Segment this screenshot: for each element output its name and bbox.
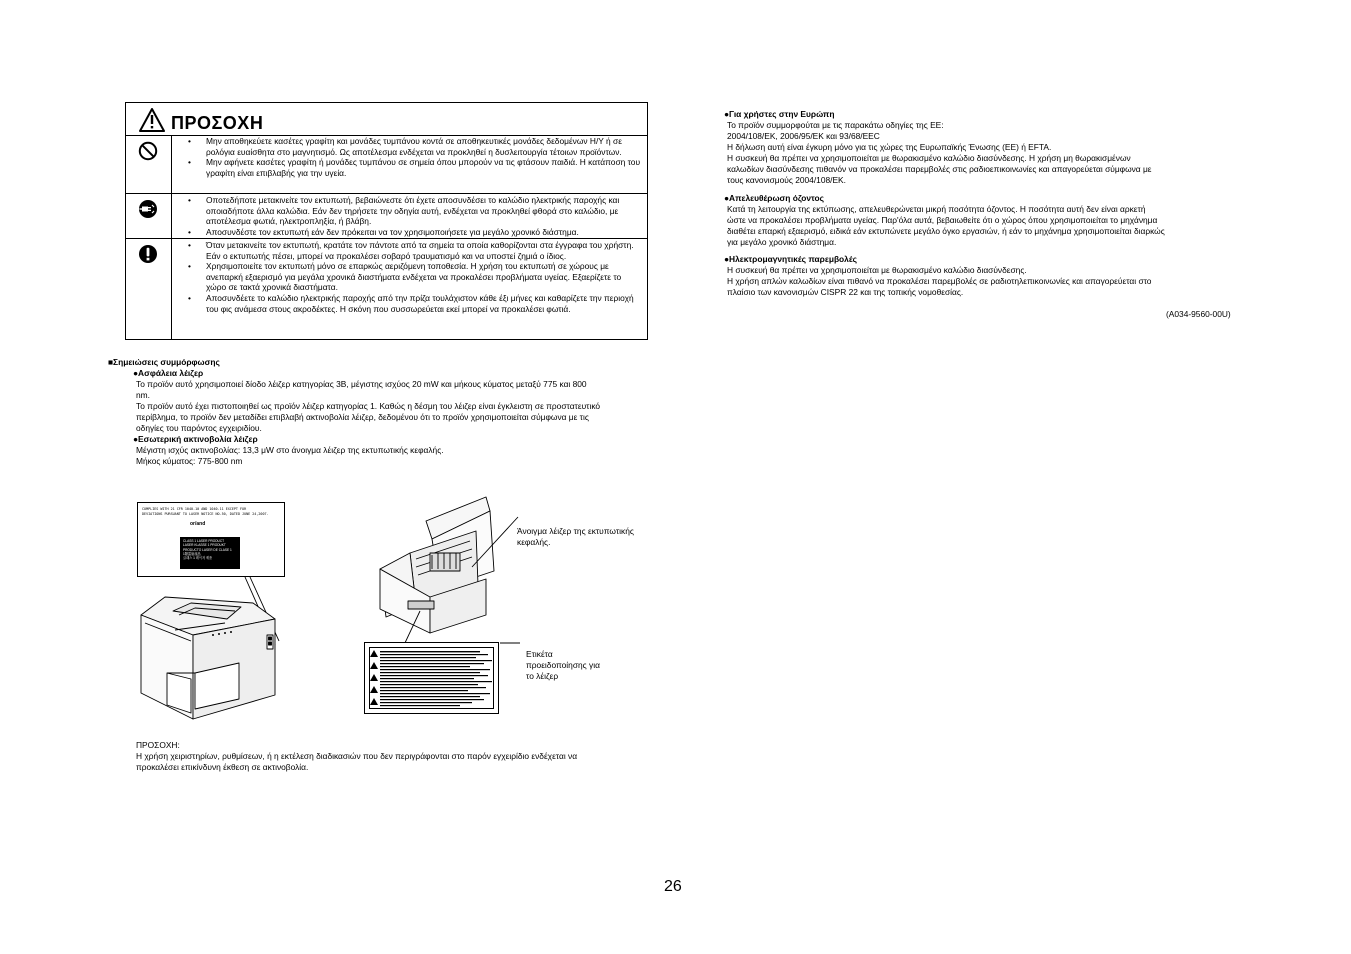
laser-safety-text: Το προϊόν αυτό έχει πιστοποιηθεί ως προϊόν λέιζερ κατηγορίας 1. Καθώς η δέσμη του λέιζερ είναι έγκλειστη σε προστατευτικό (136, 401, 601, 411)
page-number: 26 (664, 878, 682, 895)
exclamation-icon (138, 244, 158, 264)
laser-safety-text: Το προϊόν αυτό χρησιμοποιεί δίοδο λέιζερ κατηγορίας 3B, μέγιστης ισχύος 20 mW και μήκους κύματος μεταξύ 775 και 800 (136, 379, 587, 389)
laser-warning-label (364, 642, 499, 714)
europe-heading: ●Για χρήστες στην Ευρώπη (724, 109, 835, 119)
label-or-and: or/and (190, 521, 206, 527)
label-compliance-text: DEVIATIONS PURSUANT TO LASER NOTICE NO.50, DATED JUNE 24,2007. (142, 511, 269, 516)
emi-text: πλαίσιο των κανονισμών CISPR 22 και της τοπικής νομοθεσίας. (727, 287, 964, 297)
printer-closed-illustration (135, 575, 295, 725)
caution-row-mandatory (126, 239, 647, 340)
emi-text: Η συσκευή θα πρέπει να χρησιμοποιείται με θωρακισμένο καλώδιο διασύνδεσης. (727, 265, 1027, 275)
laser-safety-text: περίβλημα, το προϊόν δεν μεταδίδει επιβλαβή ακτινοβολία λέιζερ, δεδομένου ότι το προϊόν χρησιμοποιείται σύμφωνα με τις (136, 412, 589, 422)
warning-label-lines (370, 648, 495, 710)
caution-title: ΠΡΟΣΟΧΗ (171, 113, 264, 133)
bottom-caution-title: ΠΡΟΣΟΧΗ: (136, 740, 180, 750)
label-class-line: 클래스 1 레이저 제품 (183, 556, 213, 561)
caution-row-unplug (126, 194, 647, 239)
caution-item: • Χρησιμοποιείτε τον εκτυπωτή μόνο σε επαρκώς αεριζόμενη τοποθεσία. Η χρήση του εκτυπωτή σε χώρους με ανεπαρκή εξαερισμό για μεγάλα χρονικά διαστήματα ενδέχεται να προκαλέσει προβλήματα υγείας. Εξαερίζετε το χώρο σε τακτά χρονικά διαστήματα. (172, 261, 647, 293)
laser-safety-text: οδηγίες του παρόντος εγχειριδίου. (136, 423, 262, 433)
emi-text: Η χρήση απλών καλωδίων είναι πιθανό να προκαλέσει παρεμβολές σε ραδιοτηλεπικοινωνίες και απαγορεύεται στο (727, 276, 1152, 286)
europe-text: καλωδίων διασύνδεσης πιθανόν να προκαλέσει παρεμβολές στις ραδιοεπικοινωνίες και απαγορεύεται σύμφωνα με (727, 164, 1152, 174)
caution-item: • Όταν μετακινείτε τον εκτυπωτή, κρατάτε τον πάντοτε από τα σημεία τα οποία καθορίζονται στα έγγραφα του χρήστη. Εάν ο εκτυπωτής πέσει, μπορεί να προκαλέσει σοβαρό τραυματισμό και να υποστεί ζημιά ο ίδιος. (172, 240, 647, 261)
bottom-caution-text: Η χρήση χειριστηρίων, ρυθμίσεων, ή η εκτέλεση διαδικασιών που δεν περιγράφονται στο παρόν εγχειρίδιο ενδέχεται να (136, 751, 578, 761)
internal-radiation-text: Μήκος κύματος: 775-800 nm (136, 456, 243, 466)
compliance-heading: ■Σημειώσεις συμμόρφωσης (108, 357, 220, 367)
laser-safety-heading: ●Ασφάλεια λέιζερ (133, 368, 204, 378)
ozone-text: διαθέτει επαρκή εξαερισμό, ειδικά εάν εκτυπώνετε μεγάλο όγκο εργασιών, ή εάν το μηχάνημα χρησιμοποιείται διαρκώς (727, 226, 1165, 236)
caution-table (125, 102, 648, 340)
aperture-caption: Άνοιγμα λέιζερ της εκτυπωτικής (517, 526, 634, 536)
label-class-line: CLASS 1 LASER PRODUCT (183, 539, 225, 543)
internal-radiation-text: Μέγιστη ισχύς ακτινοβολίας: 13,3 μW στο άνοιγμα λέιζερ της εκτυπωτικής κεφαλής. (136, 445, 444, 455)
europe-text: τους κανονισμούς 2004/108/ΕΚ. (727, 175, 846, 185)
label-compliance-text: COMPLIES WITH 21 CFR 1040.10 AND 1040.11 EXCEPT FOR (142, 507, 247, 511)
warning-label-caption: Ετικέτα (526, 649, 553, 659)
caution-item: • Μην αποθηκεύετε κασέτες γραφίτη και μονάδες τυμπάνου κοντά σε αποθηκευτικές μονάδες δεδομένων Η/Υ ή σε ρολόγια ευαίσθητα στο μαγνητισμό. Ως αποτέλεσμα ενδέχεται να προκληθεί η δυσλειτουργία τέτοιων προϊόντων. (172, 136, 647, 157)
caution-item: • Οποτεδήποτε μετακινείτε τον εκτυπωτή, βεβαιώνεστε ότι έχετε αποσυνδέσει το καλώδιο ηλεκτρικής παροχής και οποιαδήποτε άλλα καλώδια. Εάν δεν τηρήσετε την οδηγία αυτή, ενδέχεται να προκληθεί φθορά στο καλώδιο, με αποτέλεσμα φωτιά, ηλεκτροπληξία, ή βλάβη. (172, 195, 647, 227)
label-class-line: 1類雷射產品 (183, 551, 201, 556)
label-class-box (180, 537, 240, 569)
europe-text: Η συσκευή θα πρέπει να χρησιμοποιείται με θωρακισμένο καλώδιο διασύνδεσης. Η χρήση μη θωρακισμένων (727, 153, 1131, 163)
caution-item: • Αποσυνδέετε το καλώδιο ηλεκτρικής παροχής από την πρίζα τουλάχιστον κάθε έξι μήνες και καθαρίζετε την περιοχή του φις ανάμεσα στους ακροδέκτες. Η σκόνη που συσσωρεύεται εκεί μπορεί να προκαλέσει φωτιά. (172, 293, 647, 314)
caution-row-prohibited (126, 135, 647, 194)
label-class-line: PRODUCTO LASER DE CLASE 1 (183, 547, 232, 552)
laser-label-box (137, 502, 285, 577)
warning-label-caption: το λέιζερ (526, 671, 559, 681)
caution-item: • Μην αφήνετε κασέτες γραφίτη ή μονάδες τυμπάνου σε σημεία όπου μπορούν να τις φτάσουν παιδιά. Η κατάποση του γραφίτη είναι επιβλαβής για την υγεία. (172, 157, 647, 178)
emi-heading: ●Ηλεκτρομαγνητικές παρεμβολές (724, 254, 857, 264)
unplug-icon (138, 199, 158, 219)
laser-safety-text: nm. (136, 390, 150, 400)
europe-text: Το προϊόν συμμορφούται με τις παρακάτω οδηγίες της ΕΕ: (727, 120, 944, 130)
bottom-caution-text: προκαλέσει επικίνδυνη έκθεση σε ακτινοβολία. (136, 762, 309, 772)
europe-text: 2004/108/EK, 2006/95/EK και 93/68/EEC (727, 131, 880, 141)
internal-radiation-heading: ●Εσωτερική ακτινοβολία λέιζερ (133, 434, 258, 444)
ozone-text: Κατά τη λειτουργία της εκτύπωσης, απελευθερώνεται μικρή ποσότητα όζοντος. Η ποσότητα αυτή δεν είναι αρκετή (727, 204, 1146, 214)
document-code: (A034-9560-00U) (1166, 309, 1231, 319)
ozone-text: για μεγάλο χρονικό διάστημα. (727, 237, 837, 247)
aperture-caption: κεφαλής. (517, 537, 551, 547)
caution-header (126, 103, 647, 136)
warning-label-caption: προειδοποίησης για (526, 660, 600, 670)
caution-item: • Αποσυνδέστε τον εκτυπωτή εάν δεν πρόκειται να τον χρησιμοποιήσετε για μεγάλο χρονικό διάστημα. (172, 227, 647, 238)
ozone-heading: ●Απελευθέρωση όζοντος (724, 193, 824, 203)
warning-triangle-icon (139, 108, 165, 132)
no-entry-icon (138, 141, 158, 161)
europe-text: Η δήλωση αυτή είναι έγκυρη μόνο για τις χώρες της Ευρωπαϊκής Ένωσης (ΕΕ) ή EFTA. (727, 142, 1052, 152)
label-class-line: LASER KLASSE 1 PRODUKT (183, 543, 226, 548)
ozone-text: ώστε να προκαλέσει προβλήματα υγείας. Παρ'όλα αυτά, βεβαιωθείτε ότι ο χώρος όπου χρησιμοποιείται το μηχάνημα (727, 215, 1158, 225)
